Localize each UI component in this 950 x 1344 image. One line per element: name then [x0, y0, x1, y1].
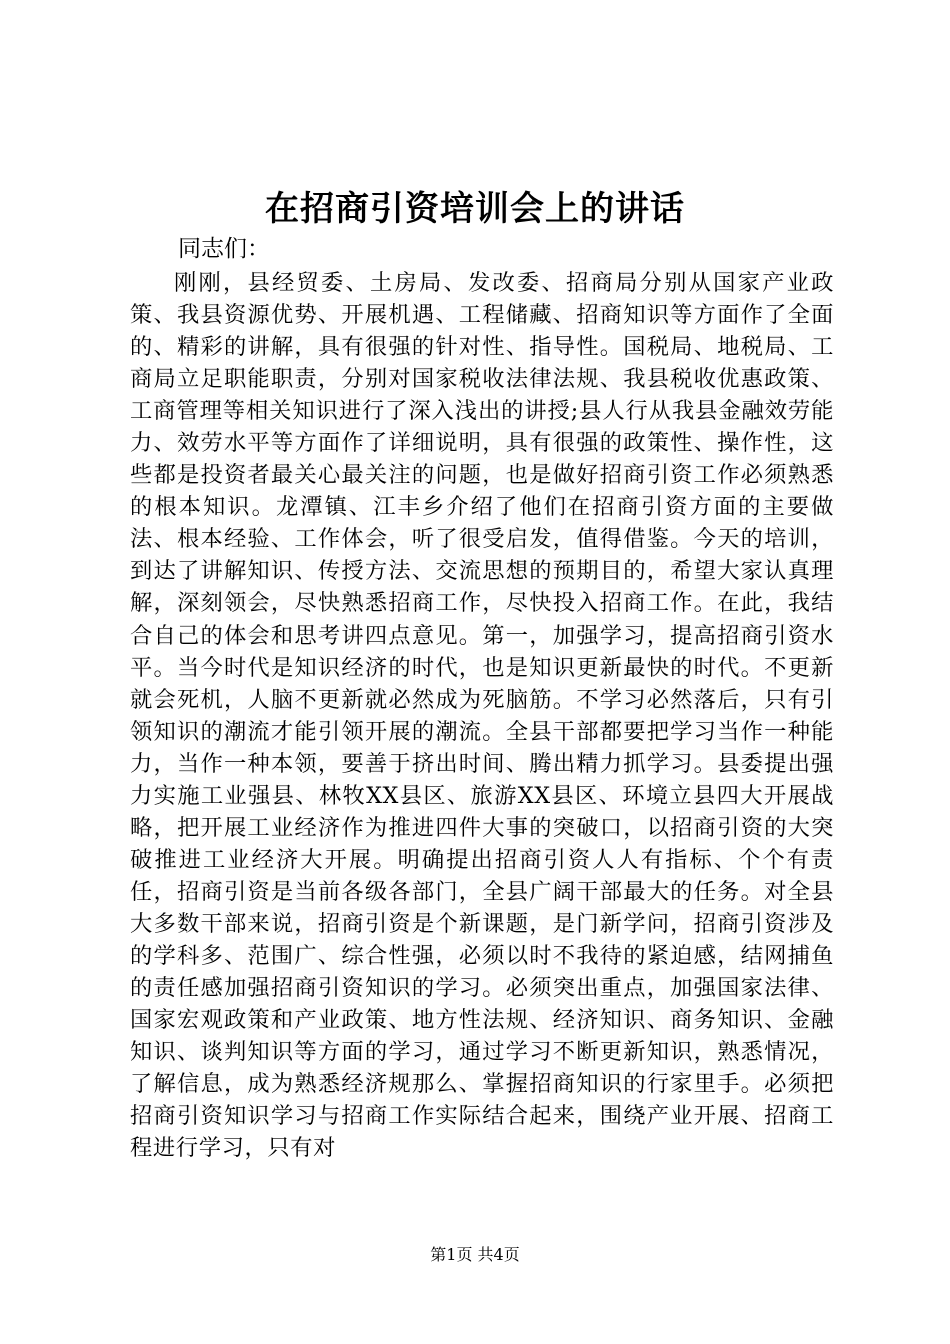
salutation: 同志们：	[178, 236, 270, 262]
page-number: 第1页 共4页	[430, 1245, 520, 1264]
body-paragraph: 刚刚，县经贸委、土房局、发改委、招商局分别从国家产业政策、我县资源优势、开展机遇、工程储藏、招商知识等方面作了全面的、精彩的讲解，具有很强的针对性、指导性。国税局、地税局、工商局立足职能职责，分别对国家税收法律法规、我县税收优惠政策、工商管理等相关知识进行了深入浅出的讲授;县人行从我县金融效劳能力、效劳水平等方面作了详细说明，具有很强的政策性、操作性，这些都是投资者最关心最关注的问题，也是做好招商引资工作必须熟悉的根本知识。龙潭镇、江丰乡介绍了他们在招商引资方面的主要做法、根本经验、工作体会，听了很受启发，值得借鉴。今天的培训，到达了讲解知识、传授方法、交流思想的预期目的，希望大家认真理解，深刻领会，尽快熟悉招商工作，尽快投入招商工作。在此，我结合自己的体会和思考讲四点意见。第一，加强学习，提高招商引资水平。当今时代是知识经济的时代，也是知识更新最快的时代。不更新就会死机，人脑不更新就必然成为死脑筋。不学习必然落后，只有引领知识的潮流才能引领开展的潮流。全县干部都要把学习当作一种能力，当作一种本领，要善于挤出时间、腾出精力抓学习。县委提出强力实施工业强县、林牧XX县区、旅游XX县区、环境立县四大开展战略，把开展工业经济作为推进四件大事的突破口，以招商引资的大突破推进工业经济大开展。明确提出招商引资人人有指标、个个有责任，招商引资是当前各级各部门，全县广阔干部最大的任务。对全县大多数干部来说，招商引资是个新课题，是门新学问，招商引资涉及的学科多、范围广、综合性强，必须以时不我待的紧迫感，结网捕鱼的责任感加强招商引资知识的学习。必须突出重点，加强国家法律、国家宏观政策和产业政策、地方性法规、经济知识、商务知识、金融知识、谈判知识等方面的学习，通过学习不断更新知识，熟悉情况，了解信息，成为熟悉经济规那么、掌握招商知识的行家里手。必须把招商引资知识学习与招商工作实际结合起来，围绕产业开展、招商工程进行学习，只有对	[130, 270, 834, 1162]
document-title: 在招商引资培训会上的讲话	[265, 189, 685, 229]
